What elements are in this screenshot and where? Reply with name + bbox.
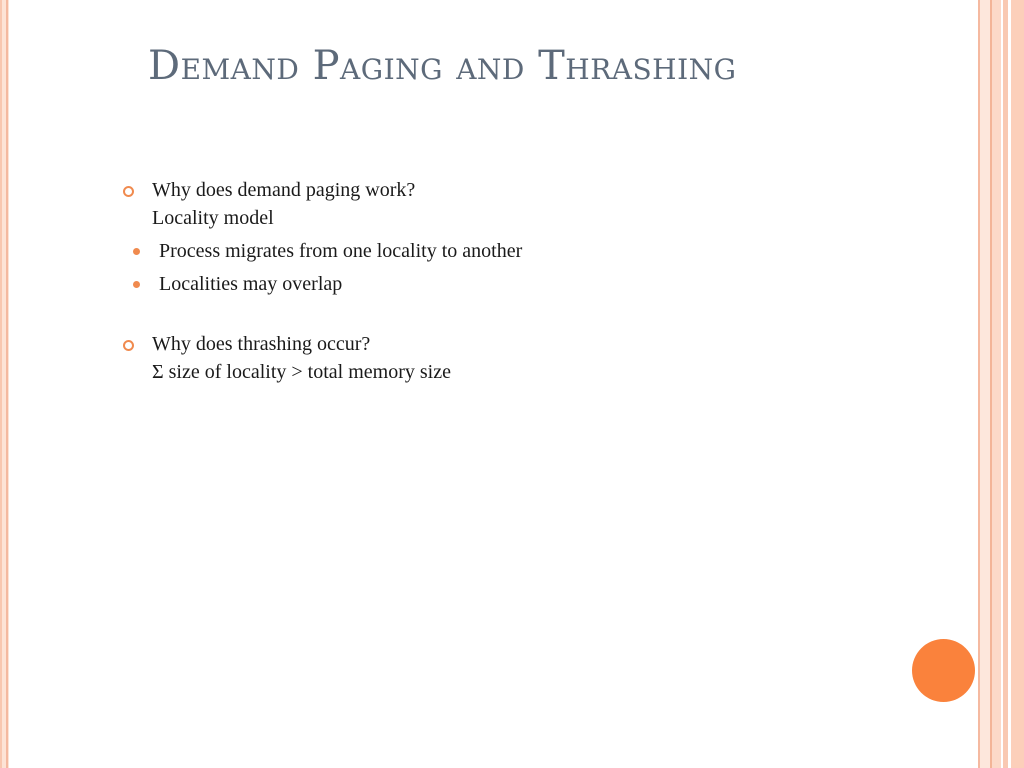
ring-bullet-icon [123,340,134,351]
slide-content [118,176,918,386]
bullet-text: Σ size of locality > total memory size [152,361,451,383]
bullet-text: Why does thrashing occur? [152,333,371,355]
right-stripes-decoration [978,0,1024,768]
bullet-item [118,330,918,386]
slide-title: Demand Paging and Thrashing [148,43,737,89]
orange-circle-decoration [912,639,975,702]
sub-bullet-item [118,270,918,298]
bullet-text: Why does demand paging work? [152,179,416,201]
ring-bullet-icon [123,186,134,197]
sub-bullet-item [118,237,918,265]
bullet-text: Locality model [152,207,274,229]
left-border-decoration [0,0,9,768]
dot-bullet-icon [133,248,140,255]
dot-bullet-icon [133,281,140,288]
sub-bullet-text: Localities may overlap [159,273,343,295]
bullet-item [118,176,918,232]
sub-bullet-text: Process migrates from one locality to another [159,240,523,262]
